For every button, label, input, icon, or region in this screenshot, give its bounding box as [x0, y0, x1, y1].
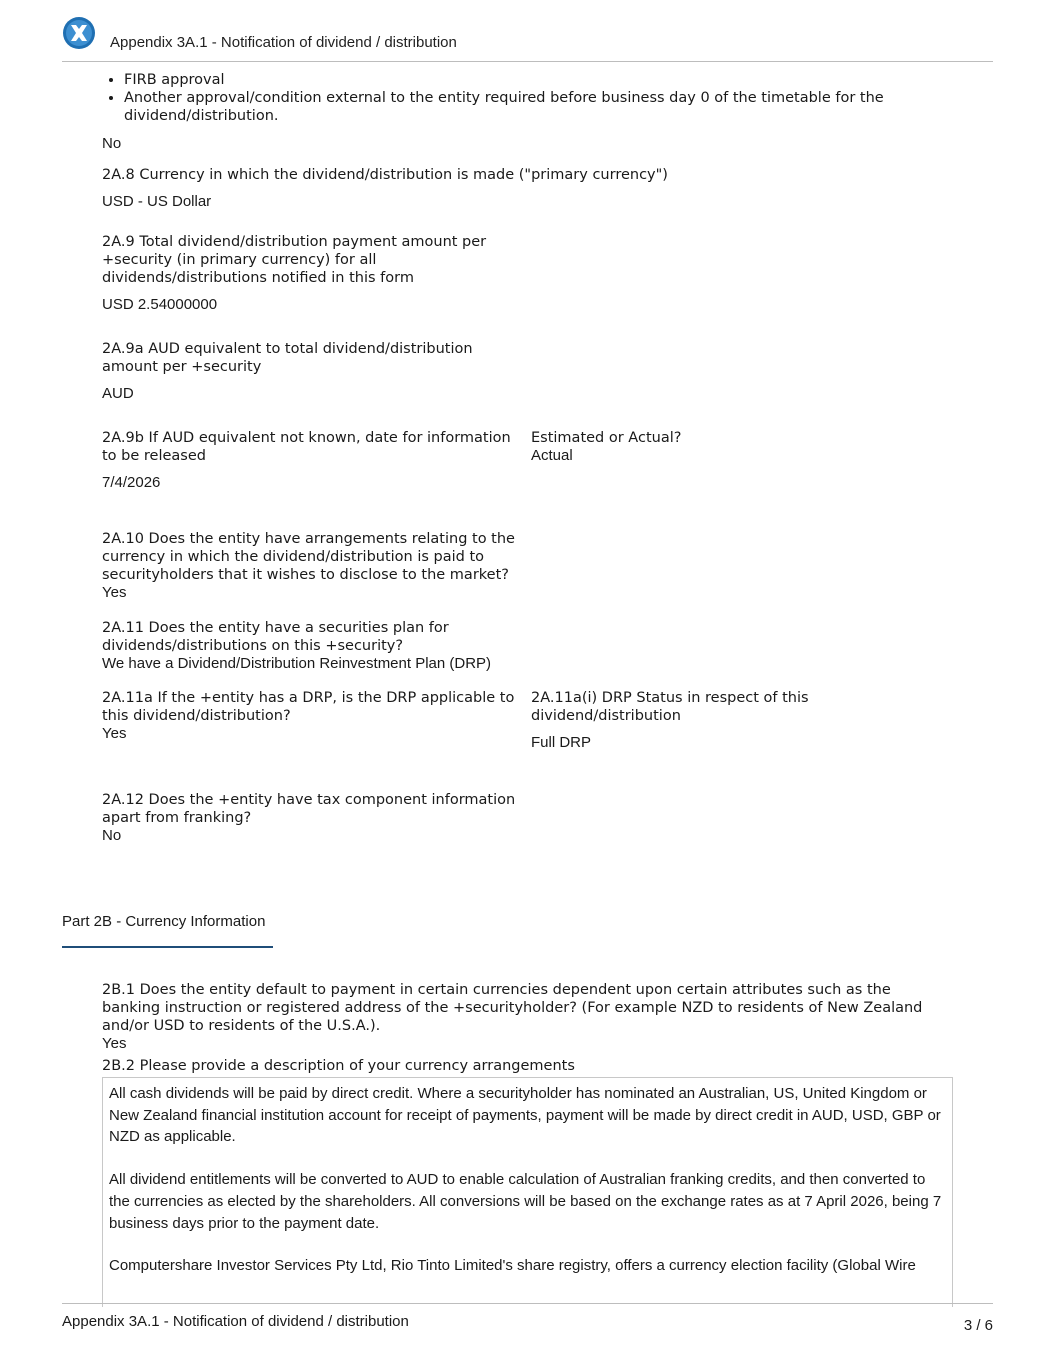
bullet-item: • Another approval/condition external to the entity required before business day 0 of the timetable for the dividend/distribution. [124, 89, 924, 125]
answer-2a9a: AUD [102, 385, 134, 402]
answer-2a12: No [102, 827, 122, 844]
section-title: Part 2B - Currency Information [62, 913, 266, 930]
currency-description-box [102, 1077, 953, 1307]
question-2a11a: 2A.11a If the +entity has a DRP, is the DRP applicable to this dividend/distribution? [102, 690, 515, 724]
question-2a11ai: 2A.11a(i) DRP Status in respect of this dividend/distribution [531, 690, 809, 724]
approvals-answer: No [102, 135, 122, 152]
answer-2a9: USD 2.54000000 [102, 296, 218, 313]
question-2b1: 2B.1 Does the entity default to payment in certain currencies dependent upon certain attributes such as the banking instruction or registered address of the +securityholder? (For example NZD to residents of New Zealand and/or USD to residents of the U.S.A.). [102, 982, 923, 1034]
question-2a8: 2A.8 Currency in which the dividend/distribution is made ("primary currency") [102, 167, 668, 183]
description-paragraph: All dividend entitlements will be converted to AUD to enable calculation of Australian franking credits, and then converted to the currencies as elected by the shareholders. All conversions will be based on the exchange rates as at 7 April 2026, being 7 business days prior to the payment date. [109, 1171, 942, 1232]
section-underline [62, 946, 273, 948]
question-2b2: 2B.2 Please provide a description of your currency arrangements [102, 1058, 575, 1074]
question-2a9: 2A.9 Total dividend/distribution payment amount per +security (in primary currency) for all dividends/distributions notified in this form [102, 234, 487, 286]
question-2a11: 2A.11 Does the entity have a securities plan for dividends/distributions on this +security? [102, 620, 449, 654]
estimated-actual-label: Estimated or Actual? [531, 430, 682, 446]
description-paragraph: Computershare Investor Services Pty Ltd, Rio Tinto Limited's share registry, offers a currency election facility (Global Wire [109, 1257, 916, 1275]
page-number: 3 / 6 [963, 1317, 993, 1334]
question-2a9b: 2A.9b If AUD equivalent not known, date for information to be released [102, 430, 511, 464]
footer-title: Appendix 3A.1 - Notification of dividend / distribution [62, 1313, 409, 1330]
footer-divider [62, 1303, 993, 1304]
answer-2a8: USD - US Dollar [102, 193, 212, 210]
approval-bullet-list [102, 71, 924, 125]
header-title: Appendix 3A.1 - Notification of dividend / distribution [110, 34, 457, 51]
bullet-item: • FIRB approval [124, 71, 924, 89]
estimated-actual-answer: Actual [531, 447, 573, 464]
header-divider [62, 61, 993, 62]
question-2a10: 2A.10 Does the entity have arrangements relating to the currency in which the dividend/distribution is paid to securityholders that it wishes to disclose to the market? [102, 531, 515, 583]
answer-2b1: Yes [102, 1035, 127, 1052]
description-paragraph: All cash dividends will be paid by direct credit. Where a securityholder has nominated an Australian, US, United Kingdom or New Zealand financial institution account for receipt of payments, payment will be made by direct credit in AUD, USD, GBP or NZD as applicable. [109, 1085, 941, 1146]
asx-logo-icon [62, 16, 96, 50]
answer-2a9b: 7/4/2026 [102, 474, 161, 491]
answer-2a10: Yes [102, 584, 127, 601]
answer-2a11a: Yes [102, 725, 127, 742]
answer-2a11: We have a Dividend/Distribution Reinvestment Plan (DRP) [102, 655, 492, 672]
answer-2a11ai: Full DRP [531, 734, 592, 751]
question-2a12: 2A.12 Does the +entity have tax component information apart from franking? [102, 792, 516, 826]
question-2a9a: 2A.9a AUD equivalent to total dividend/distribution amount per +security [102, 341, 473, 375]
